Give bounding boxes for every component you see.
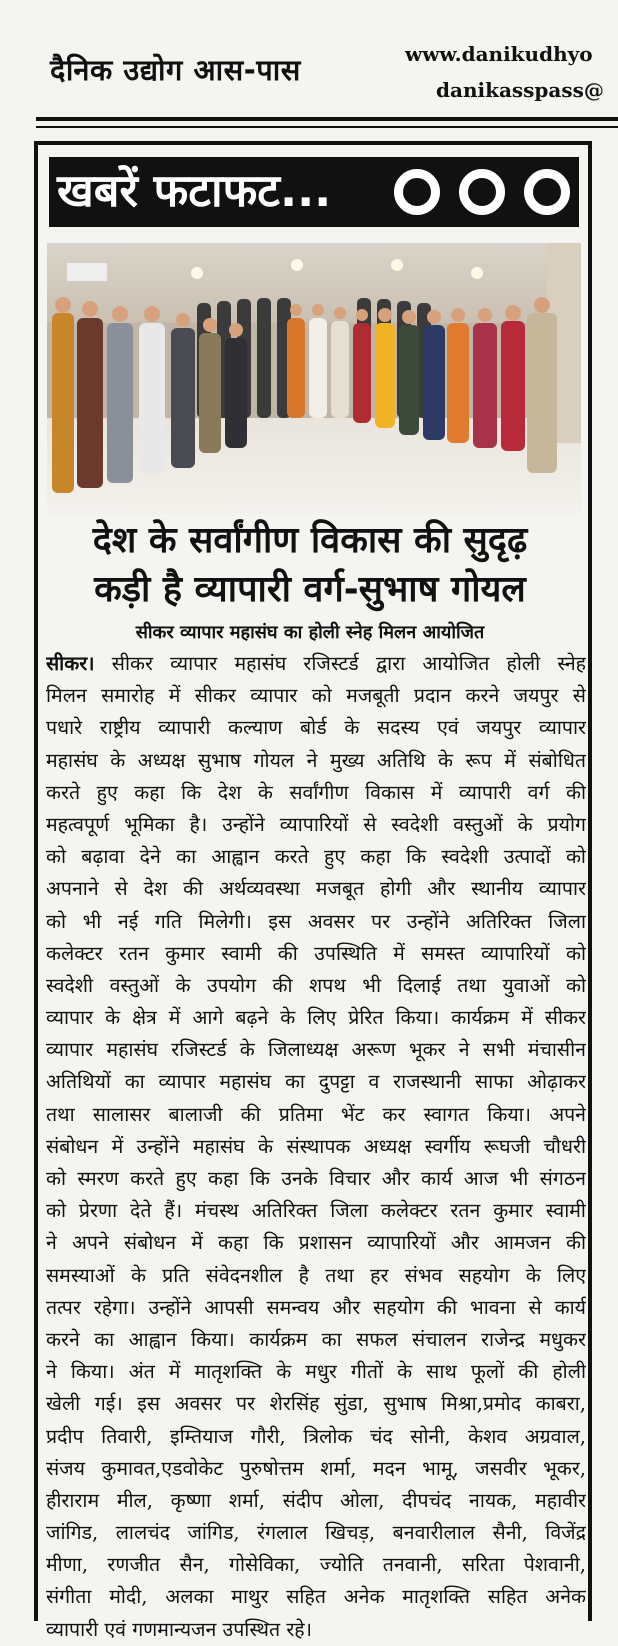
body-line: मिलन समारोह में सीकर व्यापार को मजबूती प्रदान करने जयपुर से [46, 684, 586, 708]
section-banner [49, 157, 579, 227]
body-line: खेली गई। इस अवसर पर शेरसिंह सुंडा, सुभाष मिश्रा,प्रमोद काबरा, [46, 1392, 586, 1416]
newspaper-title: दैनिक उद्योग आस-पास [50, 53, 301, 87]
website-text: www.danikudhyo [405, 42, 593, 66]
body-line: समस्याओं के प्रति संवेदनशील है तथा हर संभव सहयोग के लिए [46, 1263, 586, 1287]
masthead [0, 0, 618, 120]
circle-icon [524, 169, 570, 215]
circle-icon [459, 169, 505, 215]
body-line: ने अपने संबोधन में कहा कि प्रशासन व्यापारियों और आमजन की [46, 1231, 586, 1255]
body-line: प्रदीप तिवारी, इम्तियाज गौरी, त्रिलोक चंद सोनी, केशव अग्रवाल, [46, 1424, 586, 1448]
email-text: danikasspass@ [436, 78, 604, 102]
body-line: पधारे राष्ट्रीय व्यापारी कल्याण बोर्ड के सदस्य एवं जयपुर व्यापार [46, 716, 586, 740]
body-line: सीकर। सीकर व्यापार महासंघ रजिस्टर्ड द्वारा आयोजित होली स्नेह [46, 652, 586, 675]
group-photo-icon [47, 243, 581, 514]
body-line: करने का आह्वान किया। कार्यक्रम का सफल संचालन राजेन्द्र मधुकर [46, 1327, 586, 1351]
article-body [46, 648, 586, 1646]
headline-line-2: कड़ी है व्यापारी वर्ग-सुभाष गोयल [94, 569, 526, 610]
masthead-rule-thin [36, 126, 618, 128]
body-line: अतिथियों का व्यापार महासंघ का दुपट्टा व राजस्थानी साफा ओढ़ाकर [46, 1070, 586, 1094]
subheadline: सीकर व्यापार महासंघ का होली स्नेह मिलन आयोजित [135, 622, 485, 643]
body-line: को स्मरण करते हुए कहा कि उनके विचार और कार्य आज भी संगठन [46, 1167, 586, 1190]
dateline: सीकर। [46, 652, 95, 675]
body-line: को भी नई गति मिलेगी। इस अवसर पर उन्होंने अतिरिक्त जिला [46, 909, 586, 933]
body-line: करते हुए कहा कि देश के सर्वांगीण विकास में व्यापारी वर्ग की [46, 780, 586, 804]
body-line: महत्वपूर्ण भूमिका है। उन्होंने व्यापारियों से स्वदेशी वस्तुओं के प्रयोग [46, 812, 586, 836]
body-line: जांगिड, लालचंद जांगिड, रंगलाल खिचड़, बनवारीलाल सैनी, विजेंद्र [46, 1521, 586, 1545]
body-line: को प्रेरणा देते हैं। मंचस्थ अतिरिक्त जिला कलेक्टर रतन कुमार स्वामी [46, 1199, 586, 1223]
banner-label: खबरें फटाफट... [57, 164, 332, 217]
body-line: संजय कुमावत,एडवोकेट पुरुषोत्तम शर्मा, मदन भामू, जसवीर भूकर, [46, 1456, 586, 1480]
body-line: व्यापारी एवं गणमान्यजन उपस्थित रहे। [46, 1617, 313, 1641]
group-photo [47, 243, 581, 514]
body-line: संगीता मोदी, अलका माथुर सहित अनेक मातृशक्ति सहित अनेक [46, 1585, 586, 1609]
body-line: कलेक्टर रतन कुमार स्वामी की उपस्थिति में समस्त व्यापारियों को [46, 941, 586, 965]
body-line: संबोधन में उन्होंने महासंघ के संस्थापक अध्यक्ष स्वर्गीय रूघजी चौधरी [46, 1134, 586, 1158]
masthead-rule-thick [36, 117, 618, 121]
body-line: ने किया। अंत में मातृशक्ति के मधुर गीतों के साथ फूलों की होली [46, 1360, 586, 1384]
circle-icon [394, 169, 440, 215]
body-line: को बढ़ावा देने का आह्वान करते हुए कहा कि स्वदेशी उत्पादों को [46, 845, 586, 869]
body-line: मीणा, रणजीत सैन, गोसेविका, ज्योति तनवानी, सरिता पेशवानी, [46, 1553, 586, 1577]
body-line: व्यापार के क्षेत्र में आगे बढ़ने के लिए प्रेरित किया। कार्यक्रम में सीकर [46, 1006, 586, 1030]
body-line: हीराराम मील, कृष्णा शर्मा, संदीप ओला, दीपचंद नायक, महावीर [46, 1488, 586, 1512]
body-line: महासंघ के अध्यक्ष सुभाष गोयल ने मुख्य अतिथि के रूप में संबोधित [46, 748, 586, 772]
body-line: तथा सालासर बालाजी की प्रतिमा भेंट कर स्वागत किया। अपने [46, 1102, 586, 1126]
headline-line-1: देश के सर्वांगीण विकास की सुदृढ़ [92, 520, 528, 561]
body-line: व्यापार महासंघ रजिस्टर्ड के जिलाध्यक्ष अरूण भूकर ने सभी मंचासीन [46, 1038, 586, 1062]
body-line: तत्पर रहेगा। उन्होंने आपसी समन्वय और सहयोग की भावना से कार्य [46, 1295, 586, 1319]
body-line: स्वदेशी वस्तुओं के उपयोग की शपथ भी दिलाई तथा युवाओं को [46, 973, 586, 997]
body-line: अपनाने से देश की अर्थव्यवस्था मजबूत होगी और स्थानीय व्यापार [46, 877, 586, 901]
